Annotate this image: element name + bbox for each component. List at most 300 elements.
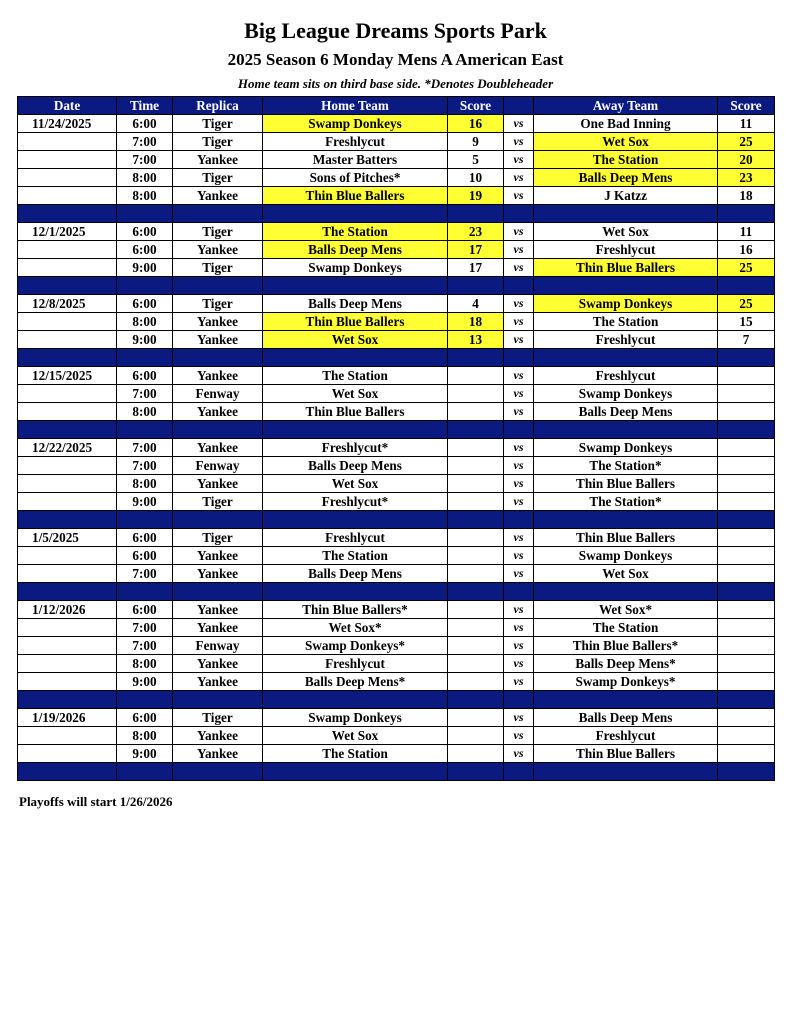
separator-cell	[534, 691, 718, 709]
vs-cell: vs	[504, 241, 534, 259]
replica-field-cell: Yankee	[173, 367, 263, 385]
separator-cell	[117, 511, 173, 529]
time-cell: 9:00	[117, 259, 173, 277]
vs-cell: vs	[504, 655, 534, 673]
vs-cell: vs	[504, 637, 534, 655]
away-score-cell	[718, 529, 775, 547]
game-row	[18, 619, 775, 637]
away-team-cell: Freshlycut	[534, 727, 718, 745]
replica-field-cell: Tiger	[173, 295, 263, 313]
separator-cell	[173, 511, 263, 529]
time-cell: 8:00	[117, 403, 173, 421]
week-separator-row	[18, 277, 775, 295]
away-score-cell	[718, 637, 775, 655]
separator-cell	[448, 511, 504, 529]
separator-cell	[263, 421, 448, 439]
separator-cell	[534, 511, 718, 529]
game-row	[18, 259, 775, 277]
time-cell: 9:00	[117, 673, 173, 691]
away-team-cell: The Station*	[534, 493, 718, 511]
separator-cell	[117, 349, 173, 367]
separator-cell	[504, 205, 534, 223]
home-team-cell: The Station	[263, 223, 448, 241]
away-score-cell	[718, 727, 775, 745]
separator-cell	[718, 349, 775, 367]
home-score-cell: 5	[448, 151, 504, 169]
separator-cell	[448, 205, 504, 223]
away-score-cell	[718, 493, 775, 511]
time-cell: 6:00	[117, 295, 173, 313]
home-score-cell	[448, 637, 504, 655]
vs-cell: vs	[504, 331, 534, 349]
separator-cell	[173, 583, 263, 601]
home-team-cell: Balls Deep Mens	[263, 457, 448, 475]
away-score-cell: 25	[718, 259, 775, 277]
column-header-home-team: Home Team	[263, 97, 448, 115]
separator-cell	[504, 583, 534, 601]
game-row	[18, 547, 775, 565]
home-score-cell	[448, 619, 504, 637]
away-team-cell: The Station	[534, 619, 718, 637]
date-cell	[18, 187, 117, 205]
week-separator-row	[18, 349, 775, 367]
game-row	[18, 529, 775, 547]
date-cell	[18, 745, 117, 763]
time-cell: 6:00	[117, 367, 173, 385]
away-team-cell: Swamp Donkeys	[534, 385, 718, 403]
replica-field-cell: Tiger	[173, 115, 263, 133]
home-team-cell: Freshlycut	[263, 655, 448, 673]
home-score-cell	[448, 457, 504, 475]
time-cell: 9:00	[117, 331, 173, 349]
vs-cell: vs	[504, 673, 534, 691]
separator-cell	[173, 205, 263, 223]
away-team-cell: One Bad Inning	[534, 115, 718, 133]
replica-field-cell: Yankee	[173, 403, 263, 421]
away-score-cell: 25	[718, 133, 775, 151]
vs-cell: vs	[504, 367, 534, 385]
date-cell	[18, 727, 117, 745]
time-cell: 6:00	[117, 115, 173, 133]
week-separator-row	[18, 763, 775, 781]
time-cell: 6:00	[117, 223, 173, 241]
date-cell	[18, 673, 117, 691]
page-title: Big League Dreams Sports Park	[244, 18, 547, 43]
game-row	[18, 367, 775, 385]
separator-cell	[504, 277, 534, 295]
home-team-cell: Swamp Donkeys*	[263, 637, 448, 655]
game-row	[18, 133, 775, 151]
replica-field-cell: Tiger	[173, 493, 263, 511]
time-cell: 7:00	[117, 457, 173, 475]
vs-cell: vs	[504, 115, 534, 133]
away-team-cell: Wet Sox*	[534, 601, 718, 619]
separator-cell	[173, 763, 263, 781]
replica-field-cell: Yankee	[173, 655, 263, 673]
separator-cell	[263, 511, 448, 529]
time-cell: 7:00	[117, 133, 173, 151]
vs-cell: vs	[504, 745, 534, 763]
vs-cell: vs	[504, 133, 534, 151]
vs-cell: vs	[504, 601, 534, 619]
home-team-cell: Balls Deep Mens	[263, 241, 448, 259]
away-team-cell: Swamp Donkeys	[534, 439, 718, 457]
separator-cell	[534, 205, 718, 223]
date-cell	[18, 475, 117, 493]
separator-cell	[448, 421, 504, 439]
separator-cell	[18, 421, 117, 439]
away-team-cell: Balls Deep Mens	[534, 169, 718, 187]
separator-cell	[504, 763, 534, 781]
away-score-cell: 7	[718, 331, 775, 349]
time-cell: 7:00	[117, 385, 173, 403]
separator-cell	[448, 277, 504, 295]
vs-cell: vs	[504, 403, 534, 421]
away-score-cell	[718, 457, 775, 475]
date-cell: 12/15/2025	[18, 367, 117, 385]
replica-field-cell: Tiger	[173, 223, 263, 241]
away-score-cell	[718, 547, 775, 565]
away-score-cell: 23	[718, 169, 775, 187]
vs-cell: vs	[504, 151, 534, 169]
away-team-cell: The Station	[534, 151, 718, 169]
replica-field-cell: Yankee	[173, 439, 263, 457]
home-score-cell	[448, 565, 504, 583]
date-cell	[18, 565, 117, 583]
away-team-cell: The Station*	[534, 457, 718, 475]
game-row	[18, 295, 775, 313]
date-cell	[18, 133, 117, 151]
time-cell: 8:00	[117, 475, 173, 493]
home-team-cell: The Station	[263, 367, 448, 385]
away-score-cell	[718, 565, 775, 583]
separator-cell	[18, 583, 117, 601]
away-team-cell: Thin Blue Ballers	[534, 259, 718, 277]
vs-cell: vs	[504, 169, 534, 187]
home-team-cell: Wet Sox	[263, 385, 448, 403]
home-score-cell: 17	[448, 259, 504, 277]
date-cell: 1/5/2025	[18, 529, 117, 547]
game-row	[18, 313, 775, 331]
separator-cell	[18, 691, 117, 709]
time-cell: 6:00	[117, 241, 173, 259]
week-separator-row	[18, 583, 775, 601]
home-team-cell: Balls Deep Mens*	[263, 673, 448, 691]
away-team-cell: Thin Blue Ballers	[534, 529, 718, 547]
time-cell: 6:00	[117, 709, 173, 727]
game-row	[18, 187, 775, 205]
home-team-cell: Freshlycut	[263, 133, 448, 151]
replica-field-cell: Yankee	[173, 241, 263, 259]
vs-cell: vs	[504, 187, 534, 205]
date-cell	[18, 151, 117, 169]
game-row	[18, 493, 775, 511]
replica-field-cell: Tiger	[173, 709, 263, 727]
away-score-cell: 15	[718, 313, 775, 331]
time-cell: 8:00	[117, 187, 173, 205]
date-cell	[18, 385, 117, 403]
game-row	[18, 439, 775, 457]
home-team-cell: Master Batters	[263, 151, 448, 169]
replica-field-cell: Yankee	[173, 745, 263, 763]
away-score-cell: 25	[718, 295, 775, 313]
date-cell	[18, 547, 117, 565]
vs-cell: vs	[504, 457, 534, 475]
home-score-cell	[448, 475, 504, 493]
separator-cell	[117, 205, 173, 223]
game-row	[18, 223, 775, 241]
replica-field-cell: Tiger	[173, 169, 263, 187]
game-row	[18, 241, 775, 259]
replica-field-cell: Yankee	[173, 331, 263, 349]
home-score-cell	[448, 727, 504, 745]
away-team-cell: Thin Blue Ballers*	[534, 637, 718, 655]
away-score-cell	[718, 619, 775, 637]
away-score-cell	[718, 367, 775, 385]
separator-cell	[534, 763, 718, 781]
replica-field-cell: Yankee	[173, 673, 263, 691]
separator-cell	[117, 583, 173, 601]
home-score-cell	[448, 709, 504, 727]
separator-cell	[173, 421, 263, 439]
away-team-cell: J Katzz	[534, 187, 718, 205]
week-separator-row	[18, 421, 775, 439]
away-score-cell	[718, 709, 775, 727]
game-row	[18, 637, 775, 655]
separator-cell	[718, 277, 775, 295]
away-score-cell: 18	[718, 187, 775, 205]
separator-cell	[263, 205, 448, 223]
separator-cell	[263, 349, 448, 367]
vs-cell: vs	[504, 547, 534, 565]
vs-cell: vs	[504, 709, 534, 727]
home-team-cell: The Station	[263, 547, 448, 565]
home-team-cell: Wet Sox	[263, 475, 448, 493]
date-cell	[18, 403, 117, 421]
game-row	[18, 115, 775, 133]
separator-cell	[718, 421, 775, 439]
away-score-cell	[718, 601, 775, 619]
separator-cell	[18, 277, 117, 295]
replica-field-cell: Tiger	[173, 529, 263, 547]
away-score-cell	[718, 439, 775, 457]
game-row	[18, 745, 775, 763]
time-cell: 8:00	[117, 313, 173, 331]
separator-cell	[448, 349, 504, 367]
time-cell: 7:00	[117, 637, 173, 655]
away-score-cell: 16	[718, 241, 775, 259]
away-team-cell: Thin Blue Ballers	[534, 745, 718, 763]
separator-cell	[504, 691, 534, 709]
week-separator-row	[18, 691, 775, 709]
replica-field-cell: Tiger	[173, 133, 263, 151]
home-score-cell: 16	[448, 115, 504, 133]
away-score-cell	[718, 385, 775, 403]
away-score-cell: 11	[718, 223, 775, 241]
away-score-cell: 11	[718, 115, 775, 133]
time-cell: 6:00	[117, 601, 173, 619]
separator-cell	[718, 691, 775, 709]
replica-field-cell: Yankee	[173, 601, 263, 619]
separator-cell	[18, 763, 117, 781]
replica-field-cell: Yankee	[173, 475, 263, 493]
date-cell: 11/24/2025	[18, 115, 117, 133]
home-team-cell: Thin Blue Ballers*	[263, 601, 448, 619]
game-row	[18, 565, 775, 583]
separator-cell	[448, 691, 504, 709]
schedule-note: Home team sits on third base side. *Denotes Doubleheader	[237, 76, 554, 91]
away-team-cell: The Station	[534, 313, 718, 331]
home-score-cell	[448, 745, 504, 763]
game-row	[18, 673, 775, 691]
vs-cell: vs	[504, 295, 534, 313]
away-team-cell: Swamp Donkeys*	[534, 673, 718, 691]
separator-cell	[534, 349, 718, 367]
date-cell	[18, 637, 117, 655]
date-cell: 1/12/2026	[18, 601, 117, 619]
time-cell: 7:00	[117, 565, 173, 583]
game-row	[18, 331, 775, 349]
date-cell	[18, 331, 117, 349]
separator-cell	[117, 763, 173, 781]
home-score-cell	[448, 601, 504, 619]
page-subtitle: 2025 Season 6 Monday Mens A American East	[227, 50, 564, 69]
date-cell	[18, 169, 117, 187]
separator-cell	[117, 421, 173, 439]
separator-cell	[263, 691, 448, 709]
time-cell: 8:00	[117, 169, 173, 187]
separator-cell	[173, 691, 263, 709]
home-team-cell: Thin Blue Ballers	[263, 403, 448, 421]
game-row	[18, 475, 775, 493]
time-cell: 8:00	[117, 727, 173, 745]
column-header-home-score: Score	[448, 97, 504, 115]
vs-cell: vs	[504, 565, 534, 583]
time-cell: 9:00	[117, 745, 173, 763]
time-cell: 7:00	[117, 439, 173, 457]
away-team-cell: Freshlycut	[534, 331, 718, 349]
home-team-cell: The Station	[263, 745, 448, 763]
vs-cell: vs	[504, 223, 534, 241]
vs-cell: vs	[504, 439, 534, 457]
week-separator-row	[18, 205, 775, 223]
date-cell	[18, 655, 117, 673]
home-team-cell: Thin Blue Ballers	[263, 187, 448, 205]
game-row	[18, 169, 775, 187]
away-team-cell: Freshlycut	[534, 241, 718, 259]
separator-cell	[448, 583, 504, 601]
home-team-cell: Swamp Donkeys	[263, 709, 448, 727]
separator-cell	[448, 763, 504, 781]
home-team-cell: Balls Deep Mens	[263, 295, 448, 313]
home-score-cell: 18	[448, 313, 504, 331]
replica-field-cell: Yankee	[173, 151, 263, 169]
time-cell: 9:00	[117, 493, 173, 511]
date-cell	[18, 313, 117, 331]
home-score-cell: 10	[448, 169, 504, 187]
separator-cell	[18, 349, 117, 367]
separator-cell	[263, 277, 448, 295]
replica-field-cell: Fenway	[173, 637, 263, 655]
separator-cell	[718, 763, 775, 781]
schedule-body	[18, 115, 775, 781]
column-header-time: Time	[117, 97, 173, 115]
vs-cell: vs	[504, 385, 534, 403]
away-score-cell	[718, 403, 775, 421]
home-team-cell: Wet Sox*	[263, 619, 448, 637]
separator-cell	[173, 349, 263, 367]
date-cell	[18, 619, 117, 637]
playoffs-note: Playoffs will start 1/26/2026	[19, 794, 173, 809]
home-team-cell: Wet Sox	[263, 727, 448, 745]
away-team-cell: Wet Sox	[534, 223, 718, 241]
home-score-cell	[448, 439, 504, 457]
date-cell	[18, 457, 117, 475]
home-score-cell	[448, 403, 504, 421]
separator-cell	[534, 583, 718, 601]
home-score-cell: 4	[448, 295, 504, 313]
time-cell: 7:00	[117, 619, 173, 637]
home-team-cell: Swamp Donkeys	[263, 259, 448, 277]
separator-cell	[173, 277, 263, 295]
away-team-cell: Balls Deep Mens	[534, 709, 718, 727]
away-score-cell	[718, 655, 775, 673]
home-score-cell	[448, 655, 504, 673]
away-team-cell: Swamp Donkeys	[534, 547, 718, 565]
separator-cell	[117, 691, 173, 709]
column-header-date: Date	[18, 97, 117, 115]
replica-field-cell: Fenway	[173, 457, 263, 475]
game-row	[18, 601, 775, 619]
game-row	[18, 385, 775, 403]
away-team-cell: Balls Deep Mens*	[534, 655, 718, 673]
away-score-cell	[718, 745, 775, 763]
date-cell	[18, 259, 117, 277]
separator-cell	[718, 511, 775, 529]
date-cell	[18, 241, 117, 259]
separator-cell	[18, 205, 117, 223]
replica-field-cell: Fenway	[173, 385, 263, 403]
home-score-cell	[448, 673, 504, 691]
date-cell: 12/8/2025	[18, 295, 117, 313]
separator-cell	[263, 583, 448, 601]
separator-cell	[534, 421, 718, 439]
vs-cell: vs	[504, 529, 534, 547]
separator-cell	[504, 349, 534, 367]
away-score-cell	[718, 673, 775, 691]
time-cell: 6:00	[117, 529, 173, 547]
time-cell: 6:00	[117, 547, 173, 565]
away-team-cell: Wet Sox	[534, 133, 718, 151]
away-team-cell: Thin Blue Ballers	[534, 475, 718, 493]
home-score-cell: 17	[448, 241, 504, 259]
column-header-away-score: Score	[718, 97, 775, 115]
replica-field-cell: Yankee	[173, 313, 263, 331]
vs-cell: vs	[504, 313, 534, 331]
replica-field-cell: Yankee	[173, 619, 263, 637]
table-header-row	[18, 97, 775, 115]
away-team-cell: Freshlycut	[534, 367, 718, 385]
game-row	[18, 727, 775, 745]
vs-cell: vs	[504, 727, 534, 745]
home-score-cell	[448, 493, 504, 511]
home-team-cell: Thin Blue Ballers	[263, 313, 448, 331]
game-row	[18, 403, 775, 421]
home-score-cell: 19	[448, 187, 504, 205]
home-score-cell	[448, 547, 504, 565]
home-team-cell: Swamp Donkeys	[263, 115, 448, 133]
vs-cell: vs	[504, 475, 534, 493]
